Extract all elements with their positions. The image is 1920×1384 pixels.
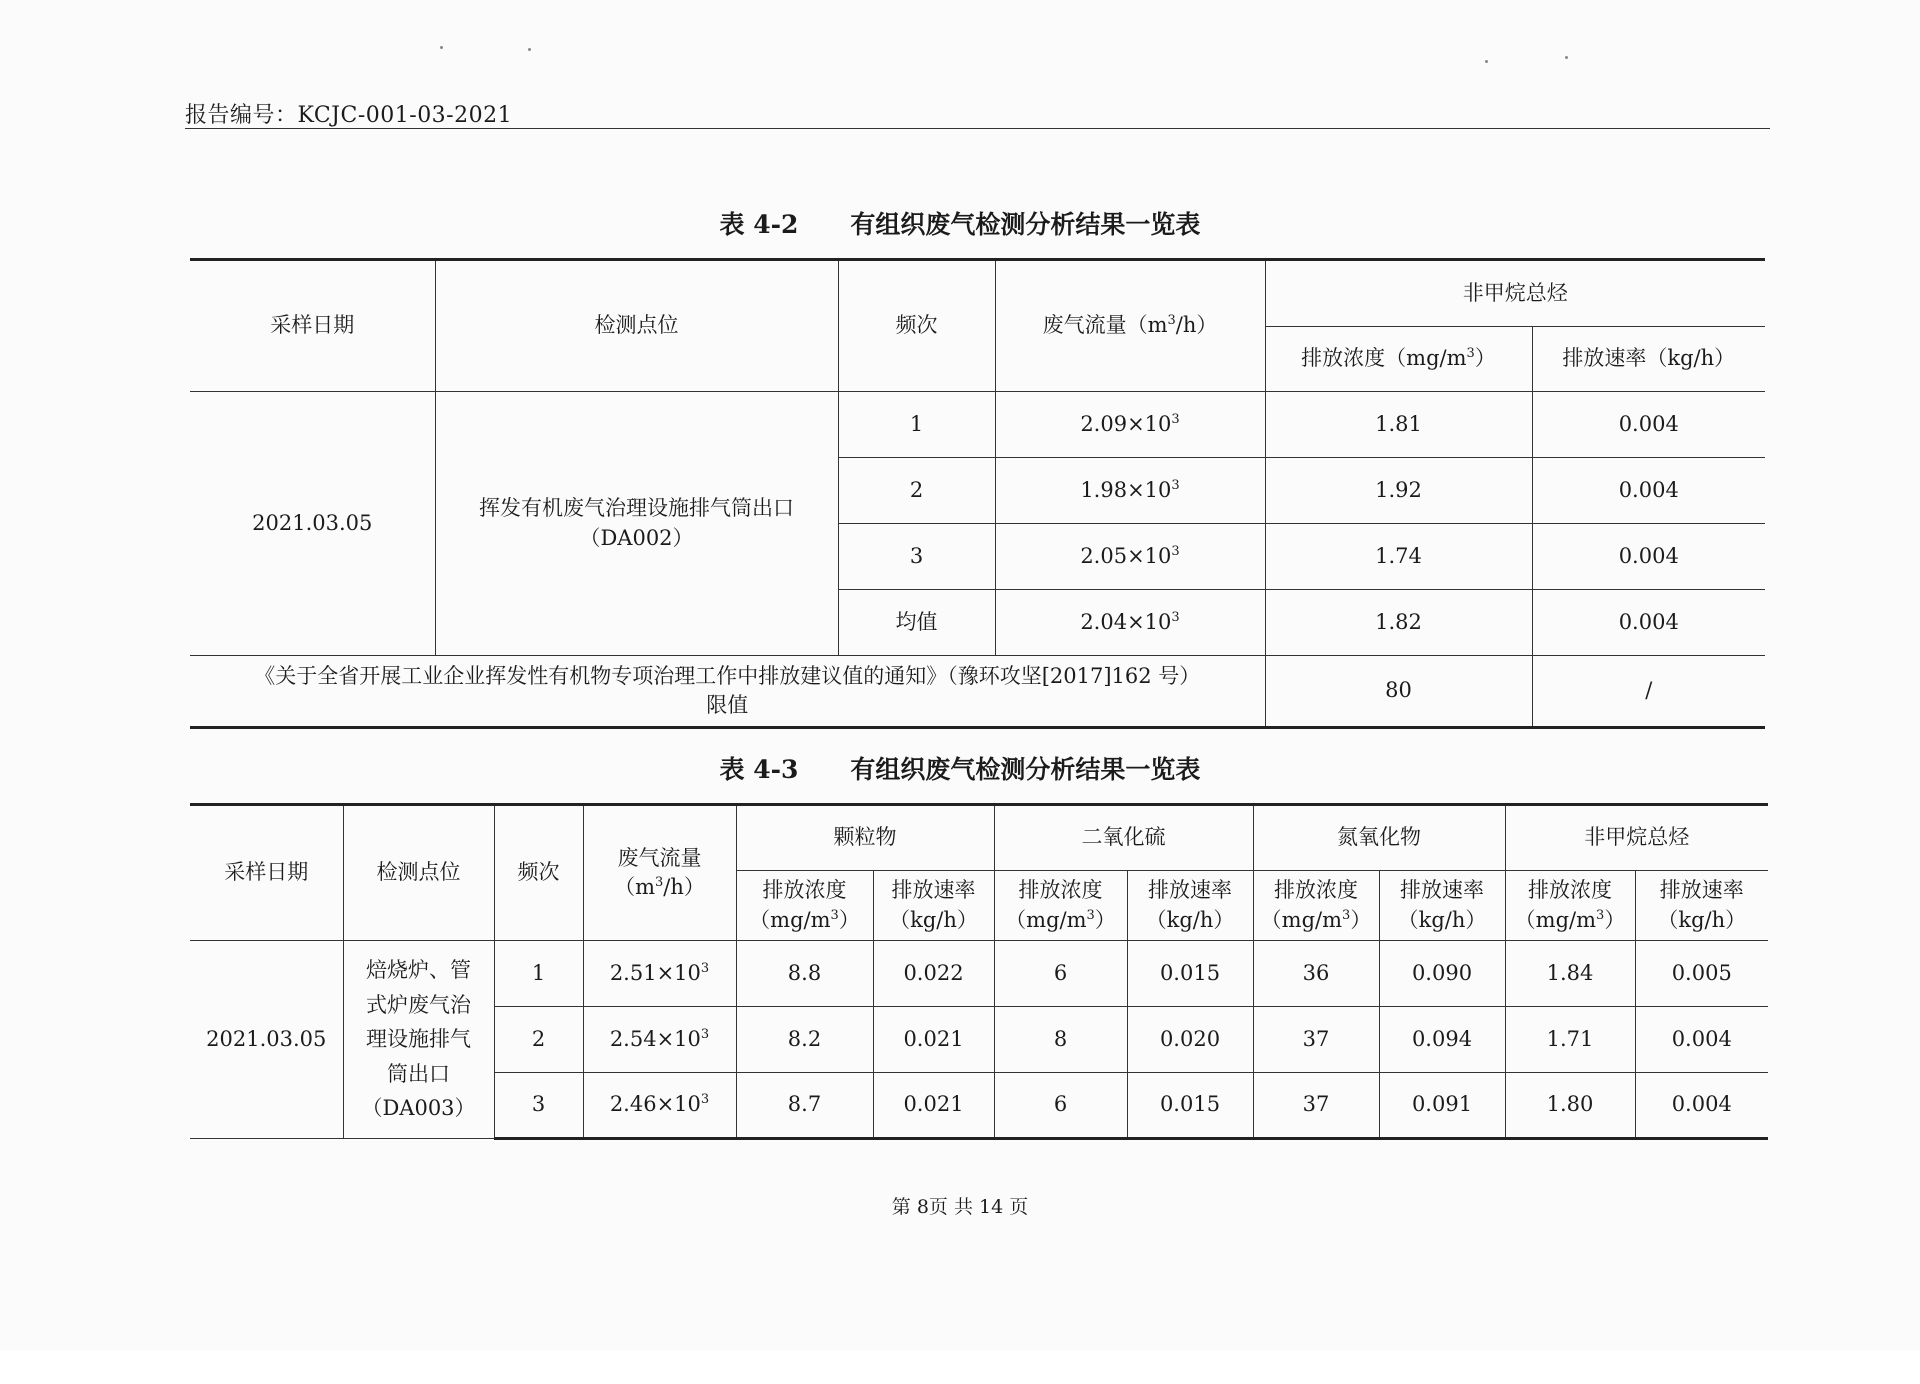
table-4-2-caption (0, 205, 1920, 241)
header-concentration: 排放浓度 $(mg/m^3)$ (736, 871, 873, 941)
header-so2: 二氧化硫 (994, 805, 1253, 871)
cell-point: 挥发有机废气治理设施排气筒出口 （DA002） (435, 392, 838, 656)
scan-speck (528, 48, 531, 51)
table-row: 2 $2.54\times 10^3$ 8.2 0.021 8 0.020 37 0.094 1.71 0.004 (190, 1007, 1768, 1073)
caption-title: 有组织废气检测分析结果一览表 (850, 755, 1201, 784)
cell-date: 2021.03.05 (190, 941, 343, 1139)
header-rule (185, 128, 1770, 129)
limit-label: 《关于全省开展工业企业挥发性有机物专项治理工作中排放建议值的通知》（豫环攻坚[2017]162 号） 限值 (190, 656, 1265, 728)
page-number: 第 8页 共 14 页 (891, 1196, 1029, 1218)
header-point: 检测点位 (343, 805, 494, 941)
caption-title: 有组织废气检测分析结果一览表 (850, 210, 1201, 239)
header-frequency: 频次 (494, 805, 583, 941)
header-rate: 排放速率 （kg/h） (873, 871, 994, 941)
table-row: 3 $2.05\times 10^3$ 1.74 0.004 (190, 524, 1765, 590)
scan-speck (1485, 60, 1488, 63)
cell-date: 2021.03.05 (190, 392, 435, 656)
header-rate: 排放速率 （kg/h） (1379, 871, 1505, 941)
limit-rate: / (1532, 656, 1765, 728)
limit-concentration: 80 (1265, 656, 1532, 728)
header-point: 检测点位 (435, 260, 838, 392)
header-date: 采样日期 (190, 805, 343, 941)
header-concentration: 排放浓度 $(mg/m^3)$ (994, 871, 1127, 941)
table-row: 2 $1.98\times 10^3$ 1.92 0.004 (190, 458, 1765, 524)
scan-speck (1565, 56, 1568, 59)
scan-margin (0, 1350, 1920, 1384)
scan-speck (440, 46, 443, 49)
table-4-2 (190, 258, 1765, 729)
table-row: 2021.03.05 焙烧炉、管 式炉废气治 理设施排气 筒出口 （DA003） 1 $2.51\times 10^3$ 8.8 0.022 6 0.015 36 0.090 1.84 0.005 (190, 941, 1768, 1007)
table-row: 3 $2.46\times 10^3$ 8.7 0.021 6 0.015 37 0.091 1.80 0.004 (190, 1073, 1768, 1139)
caption-number: 表 4-3 (719, 755, 799, 784)
limit-row (190, 656, 1765, 728)
header-rate: 排放速率（kg/h） (1532, 327, 1765, 392)
header-nmhc: 非甲烷总烃 (1505, 805, 1768, 871)
table-4-3 (190, 803, 1768, 1140)
report-number: 报告编号：KCJC-001-03-2021 (185, 103, 513, 128)
header-particulates: 颗粒物 (736, 805, 994, 871)
header-nmhc: 非甲烷总烃 (1265, 260, 1765, 327)
header-nox: 氮氧化物 (1253, 805, 1505, 871)
header-concentration: 排放浓度$(mg/m^3)$ (1265, 327, 1532, 392)
caption-number: 表 4-2 (719, 210, 799, 239)
cell-point: 焙烧炉、管 式炉废气治 理设施排气 筒出口 （DA003） (343, 941, 494, 1139)
header-rate: 排放速率 （kg/h） (1127, 871, 1253, 941)
table-row: 2021.03.05 挥发有机废气治理设施排气筒出口 （DA002） 1 $2.09\times 10^3$ 1.81 0.004 (190, 392, 1765, 458)
table-4-3-caption (0, 750, 1920, 786)
table-row: 均值 $2.04\times 10^3$ 1.82 0.004 (190, 590, 1765, 656)
header-rate: 排放速率 （kg/h） (1635, 871, 1768, 941)
header-flow: 废气流量$(m^3/h)$ (995, 260, 1265, 392)
header-frequency: 频次 (838, 260, 995, 392)
header-date: 采样日期 (190, 260, 435, 392)
header-concentration: 排放浓度 $(mg/m^3)$ (1253, 871, 1379, 941)
header-concentration: 排放浓度 $(mg/m^3)$ (1505, 871, 1635, 941)
header-flow: 废气流量 $(m^3/h)$ (583, 805, 736, 941)
